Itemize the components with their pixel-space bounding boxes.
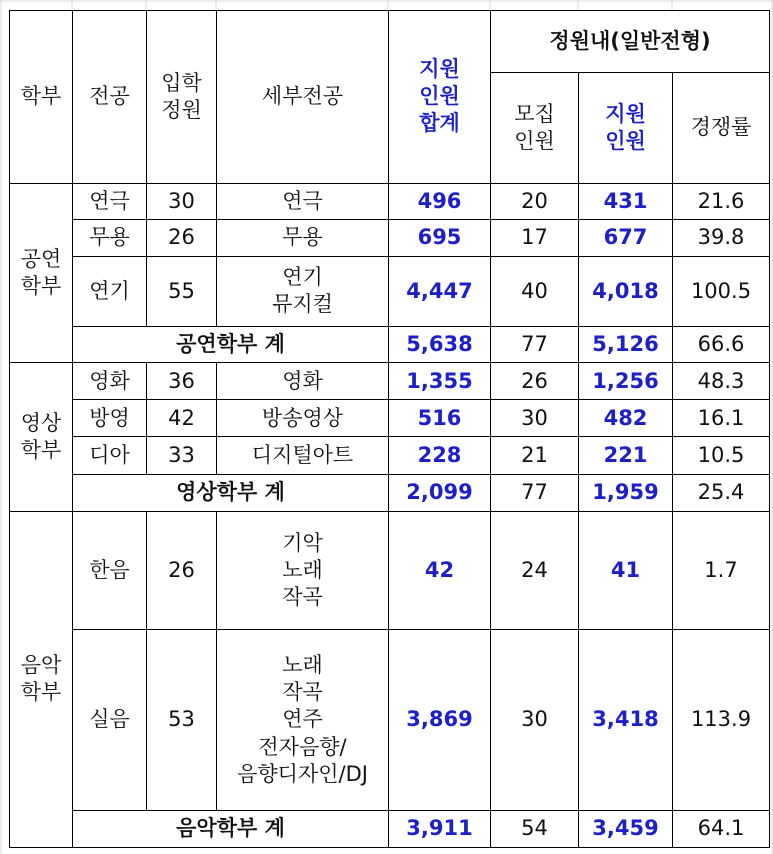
detail-major-line: 연기 [282,265,323,290]
quota-cell: 26 [147,219,217,256]
subtotal-recruit: 77 [491,474,579,511]
recruit-cell: 24 [491,511,579,629]
division-line: 공연 [20,246,62,271]
division-cell [10,511,73,847]
header-quota-line: 정원 [161,97,202,122]
table-row [10,400,770,437]
detail-major-line: 영화 [282,368,323,393]
subtotal-recruit: 77 [491,327,579,363]
subtotal-total: 5,638 [389,327,491,363]
detail-major-cell [217,437,389,474]
table-row [10,437,770,474]
table-row [10,219,770,256]
admission-stats-table [9,10,770,848]
subtotal-label: 영상학부 계 [73,474,389,511]
recruit-cell: 21 [491,437,579,474]
detail-major-line: 디지털아트 [251,442,354,467]
detail-major-cell [217,400,389,437]
applicants-cell: 1,256 [579,363,673,400]
detail-major-line: 기악 [282,530,323,555]
major-cell: 무용 [73,219,147,256]
detail-major-line: 무용 [282,225,323,250]
quota-cell: 33 [147,437,217,474]
major-cell: 디아 [73,437,147,474]
ratio-cell: 10.5 [673,437,770,474]
detail-major-line: 전자음향/ [258,734,347,759]
division-line: 학부 [20,273,62,298]
subtotal-applicants: 1,959 [579,474,673,511]
table-row [10,183,770,219]
total-applicants-cell: 1,355 [389,363,491,400]
detail-major-cell [217,219,389,256]
division-cell [10,363,73,512]
division-cell [10,183,73,363]
detail-major-cell [217,256,389,326]
recruit-cell: 17 [491,219,579,256]
applicants-cell: 221 [579,437,673,474]
division-line: 학부 [20,437,62,462]
subtotal-row [10,327,770,363]
detail-major-line: 연주 [282,707,323,732]
major-cell: 실음 [73,630,147,811]
ratio-cell: 100.5 [673,256,770,326]
header-recruit-line: 인원 [514,128,555,153]
recruit-cell: 26 [491,363,579,400]
detail-major-line: 작곡 [282,585,323,610]
quota-cell: 26 [147,511,217,629]
division-line: 음악 [20,653,62,678]
recruit-cell: 40 [491,256,579,326]
subtotal-label: 음악학부 계 [73,810,389,847]
header-applicants-line: 지원 [605,101,646,126]
division-line: 영상 [20,410,62,435]
header-regular-group: 정원내(일반전형) [491,11,770,73]
subtotal-row [10,810,770,847]
header-applicants-line: 인원 [605,128,646,153]
major-cell: 연기 [73,256,147,326]
subtotal-total: 3,911 [389,810,491,847]
table-row [10,363,770,400]
header-recruit [491,73,579,183]
major-cell: 영화 [73,363,147,400]
header-total-line: 인원 [419,84,460,109]
header-total-applicants [389,11,491,184]
detail-major-cell [217,630,389,811]
detail-major-line: 방송영상 [261,405,344,430]
subtotal-label: 공연학부 계 [73,327,389,363]
applicants-cell: 41 [579,511,673,629]
subtotal-total: 2,099 [389,474,491,511]
quota-cell: 42 [147,400,217,437]
quota-cell: 36 [147,363,217,400]
header-major: 전공 [73,11,147,184]
applicants-cell: 431 [579,183,673,219]
ratio-cell: 113.9 [673,630,770,811]
subtotal-ratio: 25.4 [673,474,770,511]
major-cell: 한음 [73,511,147,629]
major-cell: 방영 [73,400,147,437]
subtotal-applicants: 5,126 [579,327,673,363]
ratio-cell: 1.7 [673,511,770,629]
detail-major-line: 노래 [282,652,323,677]
table-row [10,256,770,326]
applicants-cell: 677 [579,219,673,256]
total-applicants-cell: 228 [389,437,491,474]
header-applicants [579,73,673,183]
applicants-cell: 3,418 [579,630,673,811]
ratio-cell: 21.6 [673,183,770,219]
subtotal-applicants: 3,459 [579,810,673,847]
subtotal-row [10,474,770,511]
recruit-cell: 30 [491,400,579,437]
division-line: 학부 [20,680,62,705]
header-total-line: 합계 [419,111,460,136]
detail-major-line: 뮤지컬 [272,292,333,317]
detail-major-line: 연극 [282,188,323,213]
detail-major-cell [217,511,389,629]
applicants-cell: 4,018 [579,256,673,326]
quota-cell: 30 [147,183,217,219]
table-row [10,511,770,629]
subtotal-recruit: 54 [491,810,579,847]
header-row-1 [10,11,770,73]
table-row [10,630,770,811]
detail-major-line: 작곡 [282,680,323,705]
recruit-cell: 20 [491,183,579,219]
detail-major-cell [217,183,389,219]
header-detail-major: 세부전공 [217,11,389,184]
quota-cell: 55 [147,256,217,326]
subtotal-ratio: 66.6 [673,327,770,363]
ratio-cell: 16.1 [673,400,770,437]
total-applicants-cell: 516 [389,400,491,437]
header-quota [147,11,217,184]
detail-major-line: 노래 [282,557,323,582]
applicants-cell: 482 [579,400,673,437]
recruit-cell: 30 [491,630,579,811]
header-quota-line: 입학 [161,70,202,95]
subtotal-ratio: 64.1 [673,810,770,847]
major-cell: 연극 [73,183,147,219]
header-recruit-line: 모집 [514,101,555,126]
total-applicants-cell: 42 [389,511,491,629]
total-applicants-cell: 496 [389,183,491,219]
header-total-line: 지원 [419,56,460,81]
total-applicants-cell: 4,447 [389,256,491,326]
ratio-cell: 39.8 [673,219,770,256]
total-applicants-cell: 3,869 [389,630,491,811]
quota-cell: 53 [147,630,217,811]
header-ratio: 경쟁률 [673,73,770,183]
total-applicants-cell: 695 [389,219,491,256]
ratio-cell: 48.3 [673,363,770,400]
detail-major-line: 음향디자인/DJ [237,761,368,786]
detail-major-cell [217,363,389,400]
header-division: 학부 [10,11,73,184]
